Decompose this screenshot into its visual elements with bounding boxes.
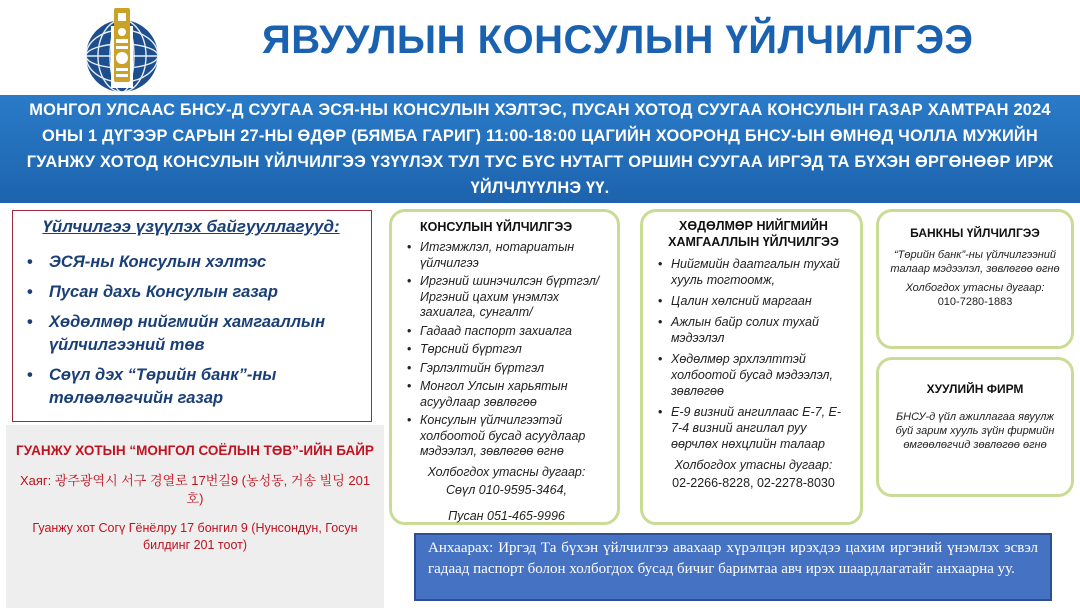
list-item: • ЭСЯ-ны Консулын хэлтэс [25,251,357,274]
list-item: • Монгол Улсын харьятын асуудлаар зөвлөгөө [404,379,609,410]
venue-address-mongolian: Гуанжу хот Согү Гёнёлру 17 бонгил 9 (Нунсондун, Госун билдинг 201 тоот) [32,521,358,552]
announcement-banner: МОНГОЛ УЛСААС БНСУ-Д СУУГАА ЭСЯ-НЫ КОНСУЛЫН ХЭЛТЭС, ПУСАН ХОТОД СУУГАА КОНСУЛЫН ГАЗАР ХАМТРАН 2024 ОНЫ 1 ДҮГЭЭР САРЫН 27-НЫ ӨДӨР (БЯМБА ГАРИГ) 11:00-18:00 ЦАГИЙН ХООРОНД БНСУ-ЫН ӨМНӨД ЧОЛЛА МУЖИЙН ГУАНЖУ ХОТОД КОНСУЛЫН ҮЙЛЧИЛГЭЭ ҮЗҮҮЛЭХ ТУЛ ТУС БҮС НУТАГТ ОРШИН СУУГАА ИРГЭД ТА БҮХЭН ӨРГӨНӨӨР ИРЖ ҮЙЛЧЛҮҮЛНЭ ҮҮ. [0,95,1080,203]
organizers-list [25,251,357,410]
consular-contact-busan: Пусан 051-465-9996 [448,508,565,523]
labor-contact-phones: 02-2266-8228, 02-2278-8030 [672,476,835,490]
consular-title: КОНСУЛЫН ҮЙЛЧИЛГЭЭ [420,220,573,234]
labor-list [655,256,852,452]
list-item: • Ажлын байр солих тухай мэдээлэл [655,314,852,346]
law-firm-panel [876,357,1074,497]
list-item: • Хөдөлмөр нийгмийн хамгааллын үйлчилгээний төв [25,311,357,357]
list-item: • Консулын үйлчилгээтэй холбоотой бусад асуудлаар мэдээлэл, зөвлөгөө өгнө [404,413,609,460]
venue-panel [6,425,384,608]
consular-contact-seoul: Сөүл 010-9595-3464, [445,482,568,497]
bank-contact-phone: 010-7280-1883 [937,296,1013,308]
list-item: • Сөүл дэх “Төрийн банк”-ны төлөөлөгчийн газар [25,364,357,410]
emblem-logo [66,6,178,94]
list-item: • Пусан дахь Консулын газар [25,281,357,304]
labor-contact-label: Холбогдох утасны дугаар: [674,458,833,472]
list-item: • Төрсний бүртгэл [404,342,609,358]
bank-contact-label: Холбогдох утасны дугаар: [905,282,1045,294]
labor-services-panel [640,209,863,525]
venue-address-korean: Хаяг: 광주광역시 서구 경열로 17번길9 (농성동, 거송 빌딩 201호) [19,473,371,506]
list-item: • Итгэмжлэл, нотариатын үйлчилгээ [404,240,609,271]
consular-list [404,240,609,460]
list-item: • Гэрлэлтийн бүртгэл [404,361,609,377]
list-item: • Хөдөлмөр эрхлэлттэй холбоотой бусад мэдээлэл, зөвлөгөө [655,351,852,399]
venue-title: ГУАНЖУ ХОТЫН “МОНГОЛ СОЁЛЫН ТӨВ”-ИЙН БАЙР [16,443,374,458]
list-item: • Цалин хөлсний маргаан [655,293,852,309]
bank-services-panel [876,209,1074,349]
notice-box: Анхаарах: Иргэд Та бүхэн үйлчилгээ авахаар хүрэлцэн ирэхдээ цахим иргэний үнэмлэх эсвэл гадаад паспорт болон холбогдох бусад бичиг баримтаа авч ирэх шаардлагатайг анхаарна уу. [414,533,1052,601]
consular-contact-label: Холбогдох утасны дугаар: [427,464,586,479]
list-item: • Иргэний шинэчилсэн бүртгэл/Иргэний цахим үнэмлэх захиалга, сунгалт/ [404,274,609,321]
bank-title: БАНКНЫ ҮЙЛЧИЛГЭЭ [910,226,1040,240]
page-title: ЯВУУЛЫН КОНСУЛЫН ҮЙЛЧИЛГЭЭ [262,18,974,62]
list-item: • Нийгмийн даатгалын тухай хууль тогтоомж, [655,256,852,288]
organizers-panel [12,210,372,422]
labor-title: ХӨДӨЛМӨР НИЙГМИЙН ХАМГААЛЛЫН ҮЙЛЧИЛГЭЭ [668,219,839,249]
list-item: • Гадаад паспорт захиалга [404,324,609,340]
organizers-title: Үйлчилгээ үзүүлэх байгууллагууд: [42,217,340,236]
law-firm-title: ХУУЛИЙН ФИРМ [926,382,1024,396]
law-firm-description: БНСУ-д үйл ажиллагаа явуулж буй зарим хууль зүйн фирмийн өмгөөлөгчид зөвлөгөө өгнө [895,411,1055,451]
list-item: • E-9 визний ангиллаас E-7, E-7-4 визний ангилал руу өөрчлөх нөхцлийн талаар [655,404,852,452]
consular-services-panel [389,209,620,525]
bank-description: “Төрийн банк”-ны үйлчилгээний талаар мэдээлэл, зөвлөгөө өгнө [890,249,1060,275]
